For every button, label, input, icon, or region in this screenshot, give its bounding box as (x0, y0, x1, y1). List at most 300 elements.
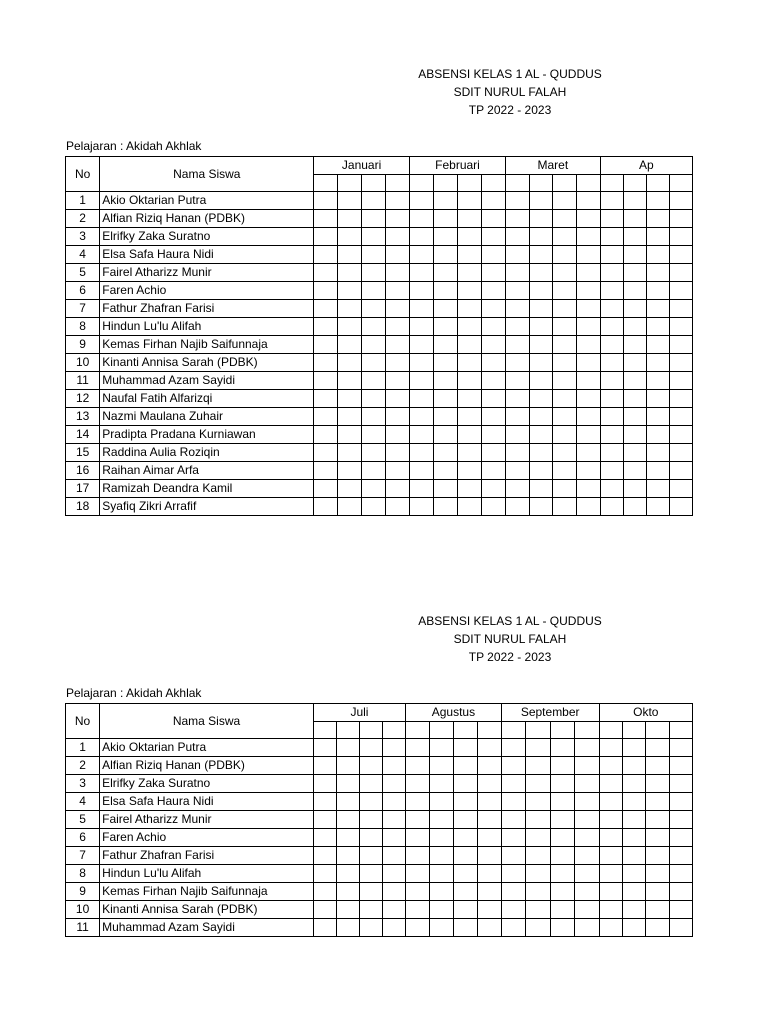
attendance-cell[interactable] (362, 354, 386, 372)
attendance-cell[interactable] (576, 390, 600, 408)
attendance-cell[interactable] (623, 264, 646, 282)
attendance-cell[interactable] (669, 228, 692, 246)
attendance-cell[interactable] (646, 300, 669, 318)
attendance-cell[interactable] (482, 282, 506, 300)
attendance-cell[interactable] (529, 228, 553, 246)
attendance-cell[interactable] (458, 336, 482, 354)
attendance-cell[interactable] (646, 246, 669, 264)
attendance-cell[interactable] (362, 246, 386, 264)
attendance-cell[interactable] (622, 739, 645, 757)
attendance-cell[interactable] (362, 300, 386, 318)
attendance-cell[interactable] (458, 228, 482, 246)
attendance-cell[interactable] (506, 336, 530, 354)
attendance-cell[interactable] (623, 426, 646, 444)
attendance-cell[interactable] (576, 498, 600, 516)
attendance-cell[interactable] (669, 462, 692, 480)
attendance-cell[interactable] (646, 811, 669, 829)
attendance-cell[interactable] (385, 192, 409, 210)
attendance-cell[interactable] (482, 372, 506, 390)
attendance-cell[interactable] (458, 462, 482, 480)
attendance-cell[interactable] (526, 757, 550, 775)
attendance-cell[interactable] (550, 829, 574, 847)
attendance-cell[interactable] (529, 372, 553, 390)
attendance-cell[interactable] (529, 318, 553, 336)
attendance-cell[interactable] (599, 775, 622, 793)
attendance-cell[interactable] (338, 282, 362, 300)
attendance-cell[interactable] (646, 883, 669, 901)
attendance-cell[interactable] (314, 390, 338, 408)
attendance-cell[interactable] (359, 901, 382, 919)
attendance-cell[interactable] (623, 246, 646, 264)
attendance-cell[interactable] (338, 318, 362, 336)
attendance-cell[interactable] (409, 426, 433, 444)
attendance-cell[interactable] (599, 883, 622, 901)
attendance-cell[interactable] (529, 264, 553, 282)
attendance-cell[interactable] (623, 192, 646, 210)
attendance-cell[interactable] (453, 739, 477, 757)
attendance-cell[interactable] (529, 462, 553, 480)
attendance-cell[interactable] (646, 390, 669, 408)
attendance-cell[interactable] (646, 480, 669, 498)
attendance-cell[interactable] (429, 793, 453, 811)
attendance-cell[interactable] (646, 408, 669, 426)
attendance-cell[interactable] (433, 354, 457, 372)
attendance-cell[interactable] (529, 192, 553, 210)
attendance-cell[interactable] (669, 480, 692, 498)
attendance-cell[interactable] (458, 426, 482, 444)
attendance-cell[interactable] (359, 739, 382, 757)
attendance-cell[interactable] (429, 775, 453, 793)
attendance-cell[interactable] (501, 811, 525, 829)
attendance-cell[interactable] (385, 300, 409, 318)
attendance-cell[interactable] (429, 847, 453, 865)
attendance-cell[interactable] (314, 228, 338, 246)
attendance-cell[interactable] (406, 829, 430, 847)
attendance-cell[interactable] (336, 919, 359, 937)
attendance-cell[interactable] (406, 775, 430, 793)
attendance-cell[interactable] (622, 829, 645, 847)
attendance-cell[interactable] (506, 282, 530, 300)
attendance-cell[interactable] (314, 282, 338, 300)
attendance-cell[interactable] (362, 372, 386, 390)
attendance-cell[interactable] (385, 246, 409, 264)
attendance-cell[interactable] (622, 901, 645, 919)
attendance-cell[interactable] (359, 919, 382, 937)
attendance-cell[interactable] (314, 462, 338, 480)
attendance-cell[interactable] (575, 739, 599, 757)
attendance-cell[interactable] (482, 462, 506, 480)
attendance-cell[interactable] (458, 210, 482, 228)
attendance-cell[interactable] (482, 300, 506, 318)
attendance-cell[interactable] (575, 865, 599, 883)
attendance-cell[interactable] (383, 775, 406, 793)
attendance-cell[interactable] (646, 829, 669, 847)
attendance-cell[interactable] (600, 264, 623, 282)
attendance-cell[interactable] (362, 318, 386, 336)
attendance-cell[interactable] (409, 462, 433, 480)
attendance-cell[interactable] (362, 480, 386, 498)
attendance-cell[interactable] (338, 372, 362, 390)
attendance-cell[interactable] (429, 919, 453, 937)
attendance-cell[interactable] (359, 775, 382, 793)
attendance-cell[interactable] (429, 883, 453, 901)
attendance-cell[interactable] (359, 847, 382, 865)
attendance-cell[interactable] (501, 865, 525, 883)
attendance-cell[interactable] (359, 793, 382, 811)
attendance-cell[interactable] (646, 228, 669, 246)
attendance-cell[interactable] (362, 264, 386, 282)
attendance-cell[interactable] (458, 318, 482, 336)
attendance-cell[interactable] (646, 318, 669, 336)
attendance-cell[interactable] (477, 883, 501, 901)
attendance-cell[interactable] (623, 480, 646, 498)
attendance-cell[interactable] (338, 336, 362, 354)
attendance-cell[interactable] (575, 829, 599, 847)
attendance-cell[interactable] (600, 282, 623, 300)
attendance-cell[interactable] (576, 246, 600, 264)
attendance-cell[interactable] (600, 372, 623, 390)
attendance-cell[interactable] (409, 336, 433, 354)
attendance-cell[interactable] (669, 300, 692, 318)
attendance-cell[interactable] (338, 498, 362, 516)
attendance-cell[interactable] (669, 883, 692, 901)
attendance-cell[interactable] (359, 829, 382, 847)
attendance-cell[interactable] (336, 757, 359, 775)
attendance-cell[interactable] (362, 336, 386, 354)
attendance-cell[interactable] (385, 390, 409, 408)
attendance-cell[interactable] (646, 498, 669, 516)
attendance-cell[interactable] (453, 919, 477, 937)
attendance-cell[interactable] (553, 318, 577, 336)
attendance-cell[interactable] (669, 775, 692, 793)
attendance-cell[interactable] (433, 282, 457, 300)
attendance-cell[interactable] (506, 300, 530, 318)
attendance-cell[interactable] (646, 847, 669, 865)
attendance-cell[interactable] (623, 444, 646, 462)
attendance-cell[interactable] (529, 282, 553, 300)
attendance-cell[interactable] (623, 390, 646, 408)
attendance-cell[interactable] (314, 498, 338, 516)
attendance-cell[interactable] (623, 354, 646, 372)
attendance-cell[interactable] (600, 354, 623, 372)
attendance-cell[interactable] (453, 865, 477, 883)
attendance-cell[interactable] (453, 775, 477, 793)
attendance-cell[interactable] (623, 300, 646, 318)
attendance-cell[interactable] (482, 390, 506, 408)
attendance-cell[interactable] (482, 210, 506, 228)
attendance-cell[interactable] (409, 444, 433, 462)
attendance-cell[interactable] (383, 847, 406, 865)
attendance-cell[interactable] (576, 336, 600, 354)
attendance-cell[interactable] (385, 336, 409, 354)
attendance-cell[interactable] (623, 372, 646, 390)
attendance-cell[interactable] (646, 865, 669, 883)
attendance-cell[interactable] (313, 901, 336, 919)
attendance-cell[interactable] (313, 775, 336, 793)
attendance-cell[interactable] (600, 426, 623, 444)
attendance-cell[interactable] (409, 480, 433, 498)
attendance-cell[interactable] (458, 498, 482, 516)
attendance-cell[interactable] (314, 426, 338, 444)
attendance-cell[interactable] (576, 480, 600, 498)
attendance-cell[interactable] (576, 318, 600, 336)
attendance-cell[interactable] (506, 264, 530, 282)
attendance-cell[interactable] (575, 793, 599, 811)
attendance-cell[interactable] (646, 210, 669, 228)
attendance-cell[interactable] (526, 739, 550, 757)
attendance-cell[interactable] (669, 919, 692, 937)
attendance-cell[interactable] (362, 192, 386, 210)
attendance-cell[interactable] (529, 498, 553, 516)
attendance-cell[interactable] (477, 757, 501, 775)
attendance-cell[interactable] (313, 793, 336, 811)
attendance-cell[interactable] (575, 847, 599, 865)
attendance-cell[interactable] (314, 192, 338, 210)
attendance-cell[interactable] (646, 757, 669, 775)
attendance-cell[interactable] (313, 739, 336, 757)
attendance-cell[interactable] (314, 210, 338, 228)
attendance-cell[interactable] (669, 829, 692, 847)
attendance-cell[interactable] (433, 210, 457, 228)
attendance-cell[interactable] (576, 408, 600, 426)
attendance-cell[interactable] (506, 390, 530, 408)
attendance-cell[interactable] (646, 919, 669, 937)
attendance-cell[interactable] (526, 919, 550, 937)
attendance-cell[interactable] (433, 318, 457, 336)
attendance-cell[interactable] (506, 210, 530, 228)
attendance-cell[interactable] (433, 300, 457, 318)
attendance-cell[interactable] (409, 264, 433, 282)
attendance-cell[interactable] (477, 811, 501, 829)
attendance-cell[interactable] (433, 246, 457, 264)
attendance-cell[interactable] (429, 901, 453, 919)
attendance-cell[interactable] (477, 865, 501, 883)
attendance-cell[interactable] (529, 246, 553, 264)
attendance-cell[interactable] (576, 426, 600, 444)
attendance-cell[interactable] (669, 811, 692, 829)
attendance-cell[interactable] (553, 426, 577, 444)
attendance-cell[interactable] (550, 919, 574, 937)
attendance-cell[interactable] (482, 354, 506, 372)
attendance-cell[interactable] (553, 480, 577, 498)
attendance-cell[interactable] (553, 300, 577, 318)
attendance-cell[interactable] (482, 318, 506, 336)
attendance-cell[interactable] (313, 757, 336, 775)
attendance-cell[interactable] (385, 372, 409, 390)
attendance-cell[interactable] (550, 901, 574, 919)
attendance-cell[interactable] (409, 192, 433, 210)
attendance-cell[interactable] (313, 865, 336, 883)
attendance-cell[interactable] (599, 829, 622, 847)
attendance-cell[interactable] (313, 883, 336, 901)
attendance-cell[interactable] (529, 480, 553, 498)
attendance-cell[interactable] (669, 739, 692, 757)
attendance-cell[interactable] (406, 883, 430, 901)
attendance-cell[interactable] (362, 444, 386, 462)
attendance-cell[interactable] (338, 408, 362, 426)
attendance-cell[interactable] (385, 462, 409, 480)
attendance-cell[interactable] (646, 444, 669, 462)
attendance-cell[interactable] (553, 210, 577, 228)
attendance-cell[interactable] (383, 739, 406, 757)
attendance-cell[interactable] (669, 498, 692, 516)
attendance-cell[interactable] (669, 793, 692, 811)
attendance-cell[interactable] (406, 811, 430, 829)
attendance-cell[interactable] (482, 228, 506, 246)
attendance-cell[interactable] (458, 192, 482, 210)
attendance-cell[interactable] (409, 210, 433, 228)
attendance-cell[interactable] (669, 336, 692, 354)
attendance-cell[interactable] (576, 228, 600, 246)
attendance-cell[interactable] (314, 264, 338, 282)
attendance-cell[interactable] (553, 246, 577, 264)
attendance-cell[interactable] (458, 444, 482, 462)
attendance-cell[interactable] (314, 354, 338, 372)
attendance-cell[interactable] (669, 246, 692, 264)
attendance-cell[interactable] (646, 462, 669, 480)
attendance-cell[interactable] (314, 246, 338, 264)
attendance-cell[interactable] (501, 739, 525, 757)
attendance-cell[interactable] (385, 480, 409, 498)
attendance-cell[interactable] (506, 192, 530, 210)
attendance-cell[interactable] (575, 919, 599, 937)
attendance-cell[interactable] (600, 498, 623, 516)
attendance-cell[interactable] (409, 300, 433, 318)
attendance-cell[interactable] (506, 354, 530, 372)
attendance-cell[interactable] (622, 865, 645, 883)
attendance-cell[interactable] (576, 282, 600, 300)
attendance-cell[interactable] (383, 883, 406, 901)
attendance-cell[interactable] (338, 462, 362, 480)
attendance-cell[interactable] (313, 829, 336, 847)
attendance-cell[interactable] (553, 444, 577, 462)
attendance-cell[interactable] (600, 246, 623, 264)
attendance-cell[interactable] (383, 811, 406, 829)
attendance-cell[interactable] (669, 426, 692, 444)
attendance-cell[interactable] (599, 865, 622, 883)
attendance-cell[interactable] (406, 847, 430, 865)
attendance-cell[interactable] (383, 757, 406, 775)
attendance-cell[interactable] (646, 426, 669, 444)
attendance-cell[interactable] (458, 372, 482, 390)
attendance-cell[interactable] (529, 390, 553, 408)
attendance-cell[interactable] (336, 739, 359, 757)
attendance-cell[interactable] (553, 390, 577, 408)
attendance-cell[interactable] (669, 318, 692, 336)
attendance-cell[interactable] (314, 318, 338, 336)
attendance-cell[interactable] (409, 282, 433, 300)
attendance-cell[interactable] (526, 829, 550, 847)
attendance-cell[interactable] (433, 264, 457, 282)
attendance-cell[interactable] (553, 354, 577, 372)
attendance-cell[interactable] (453, 793, 477, 811)
attendance-cell[interactable] (550, 883, 574, 901)
attendance-cell[interactable] (338, 480, 362, 498)
attendance-cell[interactable] (409, 354, 433, 372)
attendance-cell[interactable] (623, 210, 646, 228)
attendance-cell[interactable] (501, 793, 525, 811)
attendance-cell[interactable] (501, 757, 525, 775)
attendance-cell[interactable] (338, 426, 362, 444)
attendance-cell[interactable] (576, 192, 600, 210)
attendance-cell[interactable] (669, 865, 692, 883)
attendance-cell[interactable] (362, 228, 386, 246)
attendance-cell[interactable] (383, 829, 406, 847)
attendance-cell[interactable] (623, 336, 646, 354)
attendance-cell[interactable] (336, 811, 359, 829)
attendance-cell[interactable] (575, 883, 599, 901)
attendance-cell[interactable] (429, 865, 453, 883)
attendance-cell[interactable] (669, 901, 692, 919)
attendance-cell[interactable] (501, 919, 525, 937)
attendance-cell[interactable] (669, 757, 692, 775)
attendance-cell[interactable] (575, 901, 599, 919)
attendance-cell[interactable] (314, 300, 338, 318)
attendance-cell[interactable] (550, 865, 574, 883)
attendance-cell[interactable] (338, 444, 362, 462)
attendance-cell[interactable] (622, 847, 645, 865)
attendance-cell[interactable] (622, 793, 645, 811)
attendance-cell[interactable] (529, 444, 553, 462)
attendance-cell[interactable] (600, 390, 623, 408)
attendance-cell[interactable] (338, 354, 362, 372)
attendance-cell[interactable] (553, 408, 577, 426)
attendance-cell[interactable] (458, 408, 482, 426)
attendance-cell[interactable] (646, 282, 669, 300)
attendance-cell[interactable] (458, 246, 482, 264)
attendance-cell[interactable] (553, 372, 577, 390)
attendance-cell[interactable] (599, 847, 622, 865)
attendance-cell[interactable] (385, 408, 409, 426)
attendance-cell[interactable] (477, 847, 501, 865)
attendance-cell[interactable] (383, 865, 406, 883)
attendance-cell[interactable] (433, 372, 457, 390)
attendance-cell[interactable] (338, 390, 362, 408)
attendance-cell[interactable] (477, 739, 501, 757)
attendance-cell[interactable] (506, 498, 530, 516)
attendance-cell[interactable] (433, 462, 457, 480)
attendance-cell[interactable] (314, 408, 338, 426)
attendance-cell[interactable] (599, 901, 622, 919)
attendance-cell[interactable] (506, 480, 530, 498)
attendance-cell[interactable] (600, 408, 623, 426)
attendance-cell[interactable] (575, 811, 599, 829)
attendance-cell[interactable] (433, 480, 457, 498)
attendance-cell[interactable] (600, 228, 623, 246)
attendance-cell[interactable] (553, 282, 577, 300)
attendance-cell[interactable] (362, 408, 386, 426)
attendance-cell[interactable] (482, 264, 506, 282)
attendance-cell[interactable] (576, 372, 600, 390)
attendance-cell[interactable] (409, 390, 433, 408)
attendance-cell[interactable] (385, 426, 409, 444)
attendance-cell[interactable] (622, 919, 645, 937)
attendance-cell[interactable] (453, 901, 477, 919)
attendance-cell[interactable] (477, 775, 501, 793)
attendance-cell[interactable] (506, 426, 530, 444)
attendance-cell[interactable] (501, 775, 525, 793)
attendance-cell[interactable] (600, 480, 623, 498)
attendance-cell[interactable] (383, 901, 406, 919)
attendance-cell[interactable] (669, 192, 692, 210)
attendance-cell[interactable] (669, 390, 692, 408)
attendance-cell[interactable] (599, 739, 622, 757)
attendance-cell[interactable] (338, 210, 362, 228)
attendance-cell[interactable] (669, 210, 692, 228)
attendance-cell[interactable] (429, 739, 453, 757)
attendance-cell[interactable] (359, 865, 382, 883)
attendance-cell[interactable] (359, 811, 382, 829)
